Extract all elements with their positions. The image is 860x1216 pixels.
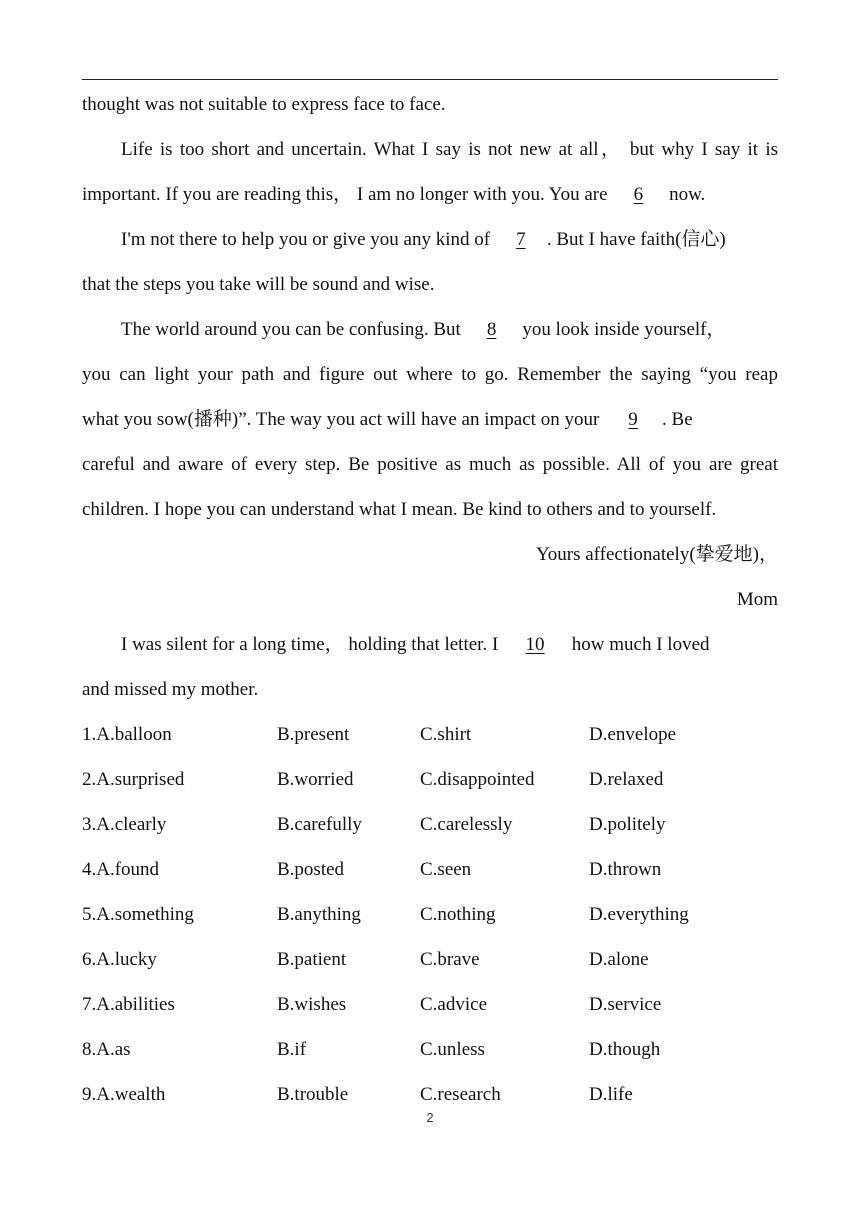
- option-b[interactable]: B.anything: [277, 904, 361, 925]
- option-d[interactable]: D.alone: [589, 949, 649, 970]
- option-d[interactable]: D.though: [589, 1039, 661, 1060]
- option-d[interactable]: D.relaxed: [589, 769, 664, 790]
- option-a[interactable]: 4.A.found: [82, 859, 160, 880]
- option-d[interactable]: D.envelope: [589, 724, 677, 745]
- option-a[interactable]: 3.A.clearly: [82, 814, 167, 835]
- question-row: [82, 721, 778, 749]
- question-row: [82, 811, 778, 839]
- passage-text: I'm not there to help you or give you any kind of: [121, 229, 495, 250]
- option-d[interactable]: D.thrown: [589, 859, 662, 880]
- letter-closing: Yours affectionately(挚爱地)，: [535, 544, 778, 565]
- passage-line-8: [82, 406, 778, 434]
- option-a[interactable]: 6.A.lucky: [82, 949, 157, 970]
- passage-text: . But I have faith(信心): [546, 229, 726, 250]
- option-c[interactable]: C.disappointed: [420, 769, 535, 790]
- option-c[interactable]: C.brave: [420, 949, 480, 970]
- option-b[interactable]: B.posted: [277, 859, 345, 880]
- option-c[interactable]: C.research: [420, 1084, 501, 1105]
- option-c[interactable]: C.nothing: [420, 904, 496, 925]
- page-number: 2: [426, 1110, 434, 1125]
- letter-signature: Mom: [736, 589, 778, 610]
- passage-line-10: children. I hope you can understand what I mean. Be kind to others and to yourself.: [82, 499, 717, 520]
- option-c[interactable]: C.unless: [420, 1039, 485, 1060]
- blank-9[interactable]: 9: [628, 409, 638, 430]
- passage-text: how much I loved: [567, 634, 710, 655]
- option-b[interactable]: B.present: [277, 724, 350, 745]
- blank-6[interactable]: 6: [633, 184, 644, 205]
- passage-line-7: you can light your path and figure out where to go. Remember the saying “you reap: [82, 364, 778, 385]
- passage-line-12: and missed my mother.: [82, 679, 259, 700]
- option-a[interactable]: 8.A.as: [82, 1039, 131, 1060]
- option-b[interactable]: B.wishes: [277, 994, 347, 1015]
- question-row: [82, 1036, 778, 1064]
- passage-line-11: [82, 631, 778, 659]
- passage-line-3: [82, 181, 778, 209]
- option-a[interactable]: 1.A.balloon: [82, 724, 172, 745]
- passage-line-9: careful and aware of every step. Be positive as much as possible. All of you are great: [82, 454, 778, 475]
- question-row: [82, 991, 778, 1019]
- passage-text: The world around you can be confusing. But: [121, 319, 466, 340]
- question-row: [82, 856, 778, 884]
- blank-7[interactable]: 7: [516, 229, 526, 250]
- question-row: [82, 901, 778, 929]
- passage-text: you look inside yourself，: [517, 319, 726, 340]
- passage-line-6: [82, 316, 778, 344]
- option-b[interactable]: B.patient: [277, 949, 347, 970]
- blank-10[interactable]: 10: [525, 634, 545, 655]
- passage-text: . Be: [662, 409, 693, 430]
- option-d[interactable]: D.life: [589, 1084, 633, 1105]
- header-rule: [82, 79, 778, 80]
- passage-line-5: that the steps you take will be sound and wise.: [82, 274, 435, 295]
- option-a[interactable]: 5.A.something: [82, 904, 194, 925]
- passage-text: now.: [664, 184, 706, 205]
- option-d[interactable]: D.service: [589, 994, 662, 1015]
- question-row: [82, 766, 778, 794]
- option-c[interactable]: C.shirt: [420, 724, 472, 745]
- option-c[interactable]: C.advice: [420, 994, 488, 1015]
- question-row: [82, 946, 778, 974]
- passage-text: what you sow(播种)”. The way you act will have an impact on your: [82, 409, 605, 430]
- option-b[interactable]: B.trouble: [277, 1084, 349, 1105]
- passage-line-2: Life is too short and uncertain. What I say is not new at all， but why I say it is: [121, 139, 778, 160]
- passage-line-4: [82, 226, 778, 254]
- blank-8[interactable]: 8: [486, 319, 497, 340]
- option-b[interactable]: B.if: [277, 1039, 307, 1060]
- option-d[interactable]: D.politely: [589, 814, 666, 835]
- option-c[interactable]: C.carelessly: [420, 814, 513, 835]
- option-b[interactable]: B.carefully: [277, 814, 362, 835]
- option-a[interactable]: 9.A.wealth: [82, 1084, 166, 1105]
- passage-text: important. If you are reading this， I am no longer with you. You are: [82, 184, 613, 205]
- option-a[interactable]: 2.A.surprised: [82, 769, 185, 790]
- option-a[interactable]: 7.A.abilities: [82, 994, 175, 1015]
- option-d[interactable]: D.everything: [589, 904, 689, 925]
- passage-line-1: thought was not suitable to express face to face.: [82, 94, 446, 115]
- passage-text: I was silent for a long time， holding that letter. I: [121, 634, 504, 655]
- option-c[interactable]: C.seen: [420, 859, 472, 880]
- option-b[interactable]: B.worried: [277, 769, 354, 790]
- question-row: [82, 1081, 778, 1109]
